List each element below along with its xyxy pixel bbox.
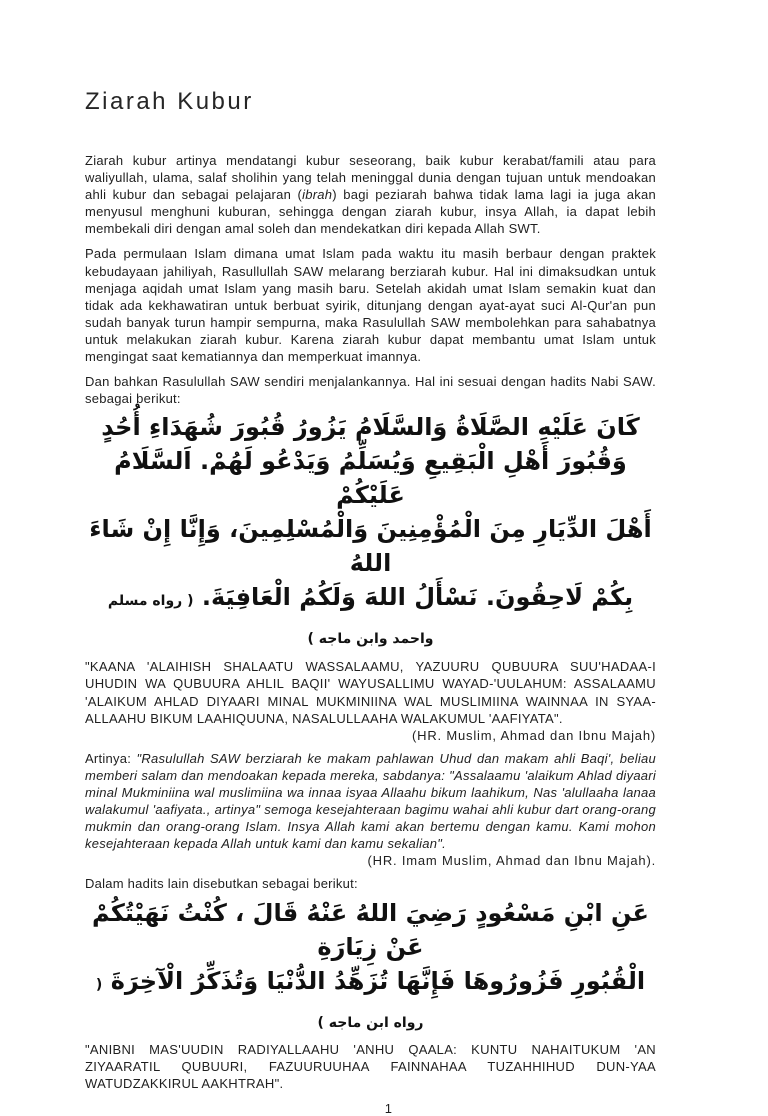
transliteration-2: "ANIBNI MAS'UUDIN RADIYALLAAHU 'ANHU QAALA: KUNTU NAHAITUKUM 'AN ZIYAARATIL QUBUURI, FAZUURUUHAA FAINNAHAA TUZAHHIHUD DUN-YAA WATUDZAKKIRUL AAKHTRAH". <box>85 1041 656 1091</box>
arabic-hadith-1-line-1: كَانَ عَلَيْهِ الصَّلَاةُ وَالسَّلَامُ يَزُورُ قُبُورَ شُهَدَاءِ أُحُدٍ <box>101 413 640 442</box>
arabic-hadith-2 <box>85 896 656 1040</box>
transliteration-1: "KAANA 'ALAIHISH SHALAATU WASSALAAMU, YAZUURU QUBUURA SUU'HADAA-I UHUDIN WA QUBUURA AHLIL BAQII' WAYUSALLIMU WAYAD-'UULAHUM: ASSALAAMU 'ALAIKUM AHLAD DIYAARI MINAL MUKMINIINA WAL MUSLIMIINA WAINNAA IN SYAA-ALLAAHU BIKUM LAAHIQUUNA, NASALULLAAHA WALAKUMUL 'AAFIYATA". <box>85 659 656 726</box>
arabic-hadith-1-line-3: أَهْلَ الدِّيَارِ مِنَ الْمُؤْمِنِينَ وَالْمُسْلِمِينَ، وَإِنَّا إِنْ شَاءَ اللهُ <box>89 515 652 578</box>
arabic-hadith-2-line-1: عَنِ ابْنِ مَسْعُودٍ رَضِيَ اللهُ عَنْهُ قَالَ ، كُنْتُ نَهَيْتُكُمْ عَنْ زِيَارَةِ <box>92 898 649 961</box>
hadith-attribution-2: (HR. Imam Muslim, Ahmad dan Ibnu Majah). <box>367 853 656 869</box>
arabic-hadith-2-line-2-text: الْقُبُورِ فَزُورُوهَا فَإِنَّهَا تُزَهِّدُ الدُّنْيَا وَتُذَكِّرُ الْآخِرَةَ <box>110 966 646 995</box>
arabic-hadith-1-line-2: وَقُبُورَ أَهْلِ الْبَقِيعِ وَيُسَلِّمُ وَيَدْعُو لَهُمْ. اَلسَّلَامُ عَلَيْكُمْ <box>114 447 627 510</box>
paragraph-history: Pada permulaan Islam dimana umat Islam pada waktu itu masih berbaur dengan praktek kebudayaan jahiliyah, Rasullullah SAW melarang berziarah kubur. Hal ini dimaksudkan untuk menjaga aqidah umat Islam yang masih baru. Setelah akidah umat Islam semakin kuat dan tidak ada kekhawatiran untuk berbuat syirik, ditunjang dengan ayat-ayat suci Al-Qur'an pun sudah banyak turun hampir sempurna, maka Rasulullah SAW membolehkan para sahabatnya untuk melakukan ziarah kubur. Karena ziarah kubur dapat membantu umat Islam untuk mengingat saat kematiannya dan memperkuat imannya. <box>85 246 656 365</box>
paragraph-translation-text: "Rasulullah SAW berziarah ke makam pahlawan Uhud dan makam ahli Baqi', beliau memberi salam dan mendoakan kepada mereka, sabdanya: "Assalaamu 'alaikum Ahlad diyaari minal Mukminiina wal muslimiina wa innaa isyaa Allaahu bikum laahikum, Nas 'alullaaha lanaa walakumul 'aafiyata., artinya" semoga kesejahteraan bagimu wahai ahli kubur dart orang-orang mukmin dan orang-orang Islam. Insya Allah kami akan bertemu dengan kamu. Kami mohon kesejahteraan kepada Allah untuk kami dan kamu sekalian". <box>85 750 656 852</box>
paragraph-intro-before: Ziarah kubur artinya mendatangi kubur seseorang, baik kubur kerabat/famili atau para waliyullah, ulama, salaf sholihin yang telah meninggal dunia dengan tujuan untuk mendoakan ahli kubur dan sebagai pelajaran ( <box>85 153 656 203</box>
arabic-hadith-2-line-2 <box>85 964 656 1040</box>
paragraph-hadith-lead: Dan bahkan Rasulullah SAW sendiri menjalankannya. Hal ini sesuai dengan hadits Nabi SAW. sebagai berikut: <box>85 374 656 407</box>
arabic-hadith-1 <box>85 410 656 656</box>
arabic-hadith-2-source: ( رواه ابن ماجه ) <box>95 976 424 1031</box>
arabic-hadith-1-line-4 <box>85 580 656 656</box>
page-number: 1 <box>384 1100 393 1116</box>
arabic-hadith-1-line-4-text: بِكُمْ لَاحِقُونَ. نَسْأَلُ اللهَ وَلَكُمُ الْعَافِيَةَ. <box>201 583 634 612</box>
hadith-attribution-1: (HR. Muslim, Ahmad dan Ibnu Majah) <box>412 727 656 743</box>
paragraph-intro-emphasis: ibrah <box>302 187 333 203</box>
paragraph-intro-after: ) bagi peziarah bahwa tidak lama lagi ia juga akan menyusul menghuni kuburan, sehingga dengan ziarah kubur, insya Allah, ia dapat lebih membekali diri dengan amal soleh dan mendekatkan diri kepada Allah SWT. <box>85 187 656 237</box>
page-title: Ziarah Kubur <box>85 88 254 115</box>
paragraph-intro <box>85 152 656 237</box>
paragraph-translation-prefix: Artinya: <box>85 750 137 766</box>
arabic-hadith-1-source: ( رواه مسلم واحمد وابن ماجه ) <box>107 593 434 648</box>
document-content <box>85 0 656 1116</box>
paragraph-other-hadith-lead: Dalam hadits lain disebutkan sebagai berikut: <box>85 876 358 892</box>
paragraph-translation <box>85 750 656 853</box>
